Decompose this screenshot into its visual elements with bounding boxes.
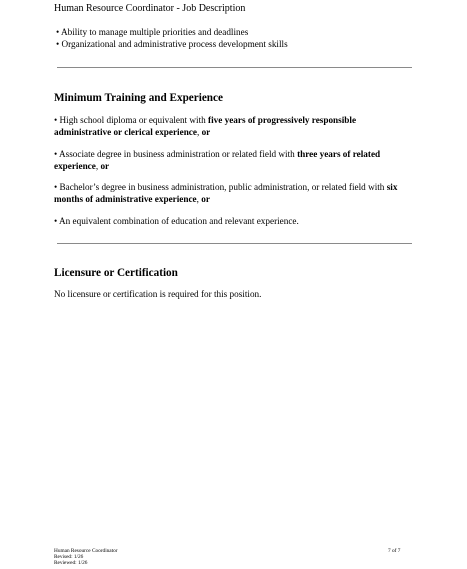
option-emphasis: three years of related experience — [54, 149, 381, 171]
option-text: • Associate degree in business administration or related field with — [54, 149, 298, 159]
license-text: No licensure or certification is required for this position. — [54, 289, 262, 299]
option-text: • Bachelor’s degree in business administration, public administration, or related field with — [54, 182, 387, 192]
section-heading-training: Minimum Training and Experience — [54, 92, 223, 104]
footer-info — [54, 548, 118, 566]
option-punct: , — [95, 161, 101, 171]
footer-title: Human Resource Coordinator — [54, 548, 118, 554]
option-conjunction: or — [201, 194, 210, 204]
list-item: • Organizational and administrative process development skills — [56, 39, 288, 49]
list-item: • Ability to manage multiple priorities and deadlines — [56, 27, 249, 37]
training-option — [54, 148, 404, 172]
option-conjunction: or — [201, 127, 211, 137]
option-text: • High school diploma or equivalent with — [54, 115, 209, 125]
option-punct: , — [196, 127, 202, 137]
skills-list — [56, 26, 416, 50]
option-emphasis: six months of administrative experience — [54, 182, 398, 204]
training-option — [54, 114, 404, 138]
section-heading-license: Licensure or Certification — [54, 267, 178, 279]
page-number: 7 of 7 — [388, 548, 401, 554]
option-punct: , — [196, 194, 202, 204]
option-conjunction: or — [100, 161, 110, 171]
training-option — [54, 215, 404, 227]
option-emphasis: five years of progressively responsible administrative or clerical experience — [54, 115, 357, 137]
section-divider — [57, 243, 412, 244]
training-option — [54, 181, 404, 205]
footer-reviewed: Reviewed: 1/26 — [54, 560, 88, 566]
section-divider — [57, 67, 412, 68]
page-header-title: Human Resource Coordinator - Job Description — [54, 3, 246, 14]
option-text: • An equivalent combination of education and relevant experience. — [54, 216, 299, 226]
footer-revised: Revised: 1/26 — [54, 554, 84, 560]
